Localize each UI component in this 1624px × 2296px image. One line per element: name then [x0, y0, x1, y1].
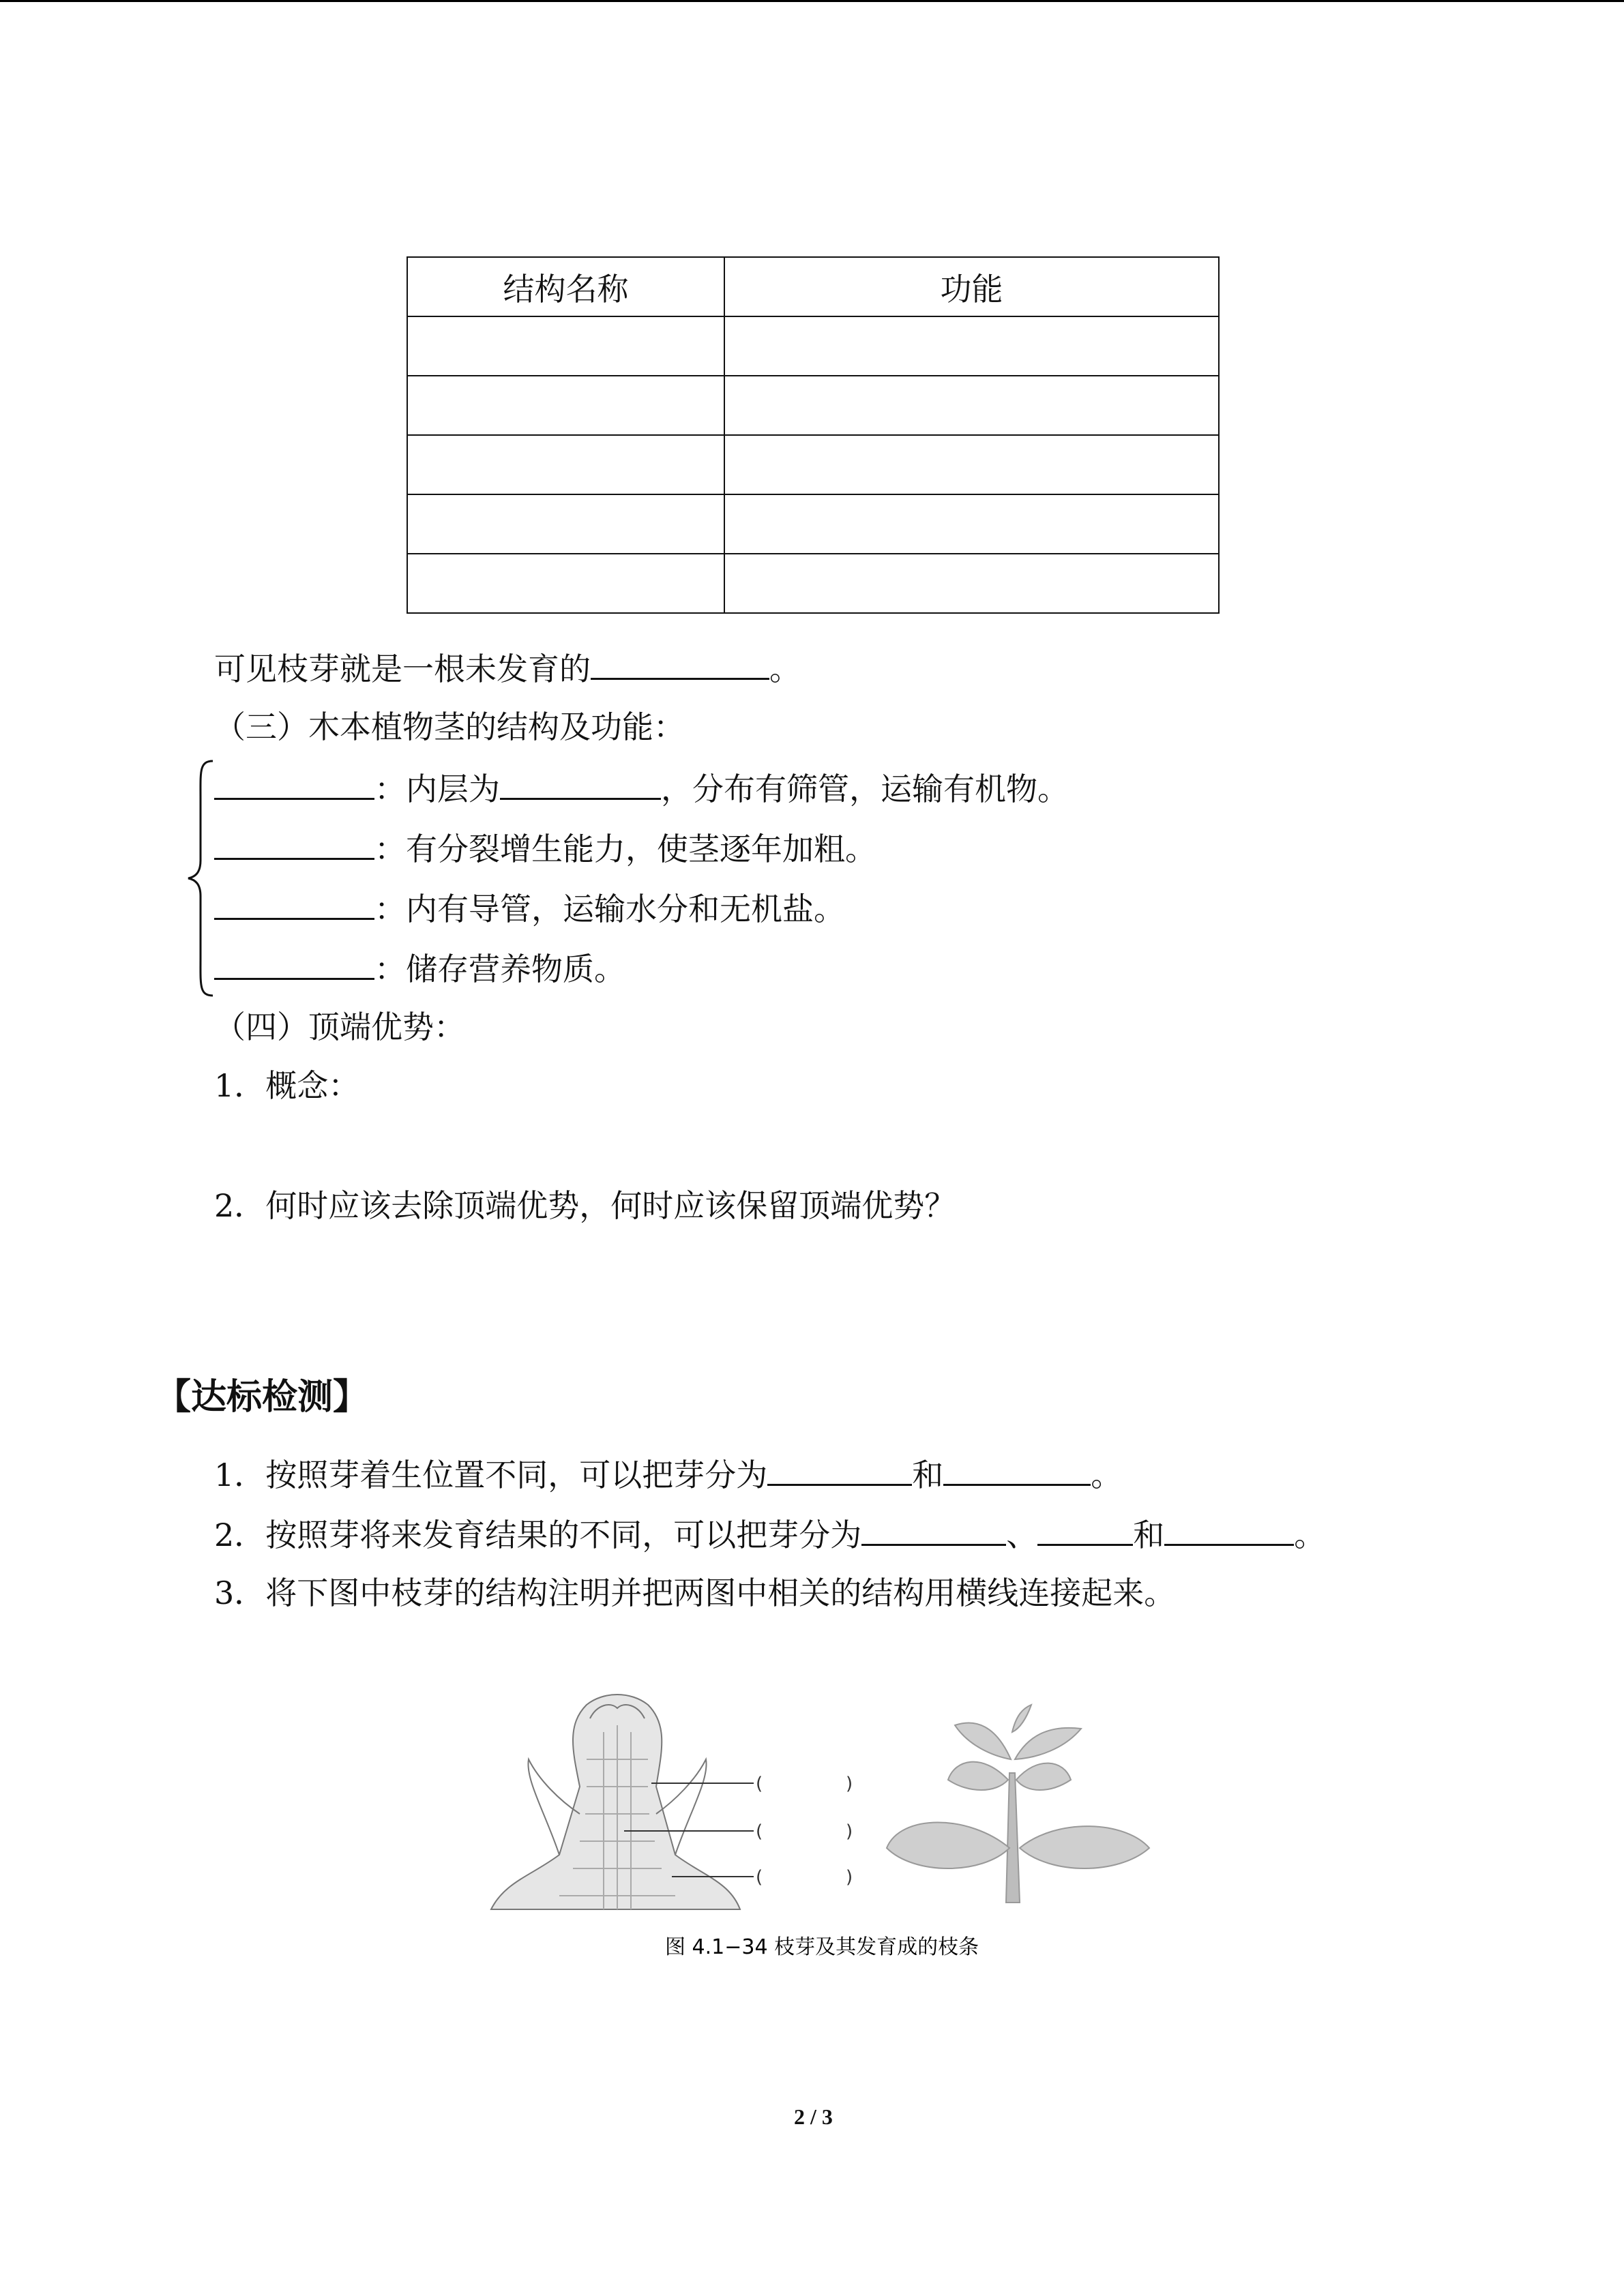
- answer-blank[interactable]: [214, 826, 374, 860]
- page-top-border: [0, 0, 1624, 2]
- question-2: 2．何时应该去除顶端优势，何时应该保留顶端优势？: [214, 1187, 956, 1224]
- answer-blank[interactable]: [500, 766, 661, 800]
- label-bracket-close: ): [846, 1774, 853, 1794]
- stem-item-pith: ：储存营养物质。: [214, 946, 625, 989]
- table-cell[interactable]: [724, 435, 1219, 494]
- table-row: [407, 554, 1219, 613]
- table-cell[interactable]: [724, 554, 1219, 613]
- label-bracket-open: (: [756, 1867, 763, 1888]
- test-question-2: 2．按照芽将来发育结果的不同，可以把芽分为 、 和 。: [214, 1512, 1325, 1555]
- section4-title: （四）顶端优势：: [214, 1009, 465, 1045]
- answer-blank[interactable]: [1037, 1512, 1133, 1546]
- label-bracket-close: ): [846, 1867, 853, 1888]
- answer-blank[interactable]: [943, 1452, 1091, 1486]
- concept-label: 1．概念：: [214, 1067, 360, 1104]
- table-cell[interactable]: [724, 494, 1219, 554]
- table-cell[interactable]: [407, 435, 724, 494]
- stem-item-cambium: ：有分裂增生能力，使茎逐年加粗。: [214, 826, 876, 869]
- answer-blank[interactable]: [591, 646, 769, 680]
- label-bracket-open: (: [756, 1821, 763, 1842]
- test-heading: 【达标检测】: [156, 1377, 369, 1418]
- table-cell[interactable]: [407, 376, 724, 435]
- table-row: [407, 376, 1219, 435]
- test-question-1: 1．按照芽着生位置不同，可以把芽分为 和 。: [214, 1452, 1122, 1495]
- answer-blank[interactable]: [214, 766, 374, 800]
- bud-sentence: 可见枝芽就是一根未发育的 。: [214, 646, 801, 689]
- answer-blank[interactable]: [214, 886, 374, 920]
- table-cell[interactable]: [724, 316, 1219, 376]
- brace-icon: [186, 758, 217, 998]
- answer-blank[interactable]: [214, 946, 374, 980]
- page-number: 2 / 3: [794, 2104, 833, 2129]
- table-cell[interactable]: [724, 376, 1219, 435]
- table-row: [407, 494, 1219, 554]
- table-row: [407, 435, 1219, 494]
- table-cell[interactable]: [407, 554, 724, 613]
- branch-illustration: [887, 1705, 1149, 1903]
- table-header-function: 功能: [724, 257, 1219, 316]
- structure-function-table: [407, 256, 1220, 614]
- section3-title: （三）木本植物茎的结构及功能：: [214, 709, 685, 745]
- table-cell[interactable]: [407, 316, 724, 376]
- figure-caption: 图 4.1−34 枝芽及其发育成的枝条: [665, 1935, 979, 1959]
- label-bracket-open: (: [756, 1774, 763, 1794]
- table-header-structure-name: 结构名称: [407, 257, 724, 316]
- stem-item-xylem: ：内有导管，运输水分和无机盐。: [214, 886, 845, 929]
- answer-blank[interactable]: [1164, 1512, 1294, 1546]
- table-row: [407, 316, 1219, 376]
- stem-item-bark: ：内层为 ，分布有筛管，运输有机物。: [214, 766, 1069, 809]
- label-bracket-close: ): [846, 1821, 853, 1842]
- answer-blank[interactable]: [767, 1452, 912, 1486]
- answer-blank[interactable]: [861, 1512, 1006, 1546]
- branch-bud-figure: [477, 1678, 1166, 1964]
- table-cell[interactable]: [407, 494, 724, 554]
- test-question-3: 3．将下图中枝芽的结构注明并把两图中相关的结构用横线连接起来。: [214, 1575, 1176, 1611]
